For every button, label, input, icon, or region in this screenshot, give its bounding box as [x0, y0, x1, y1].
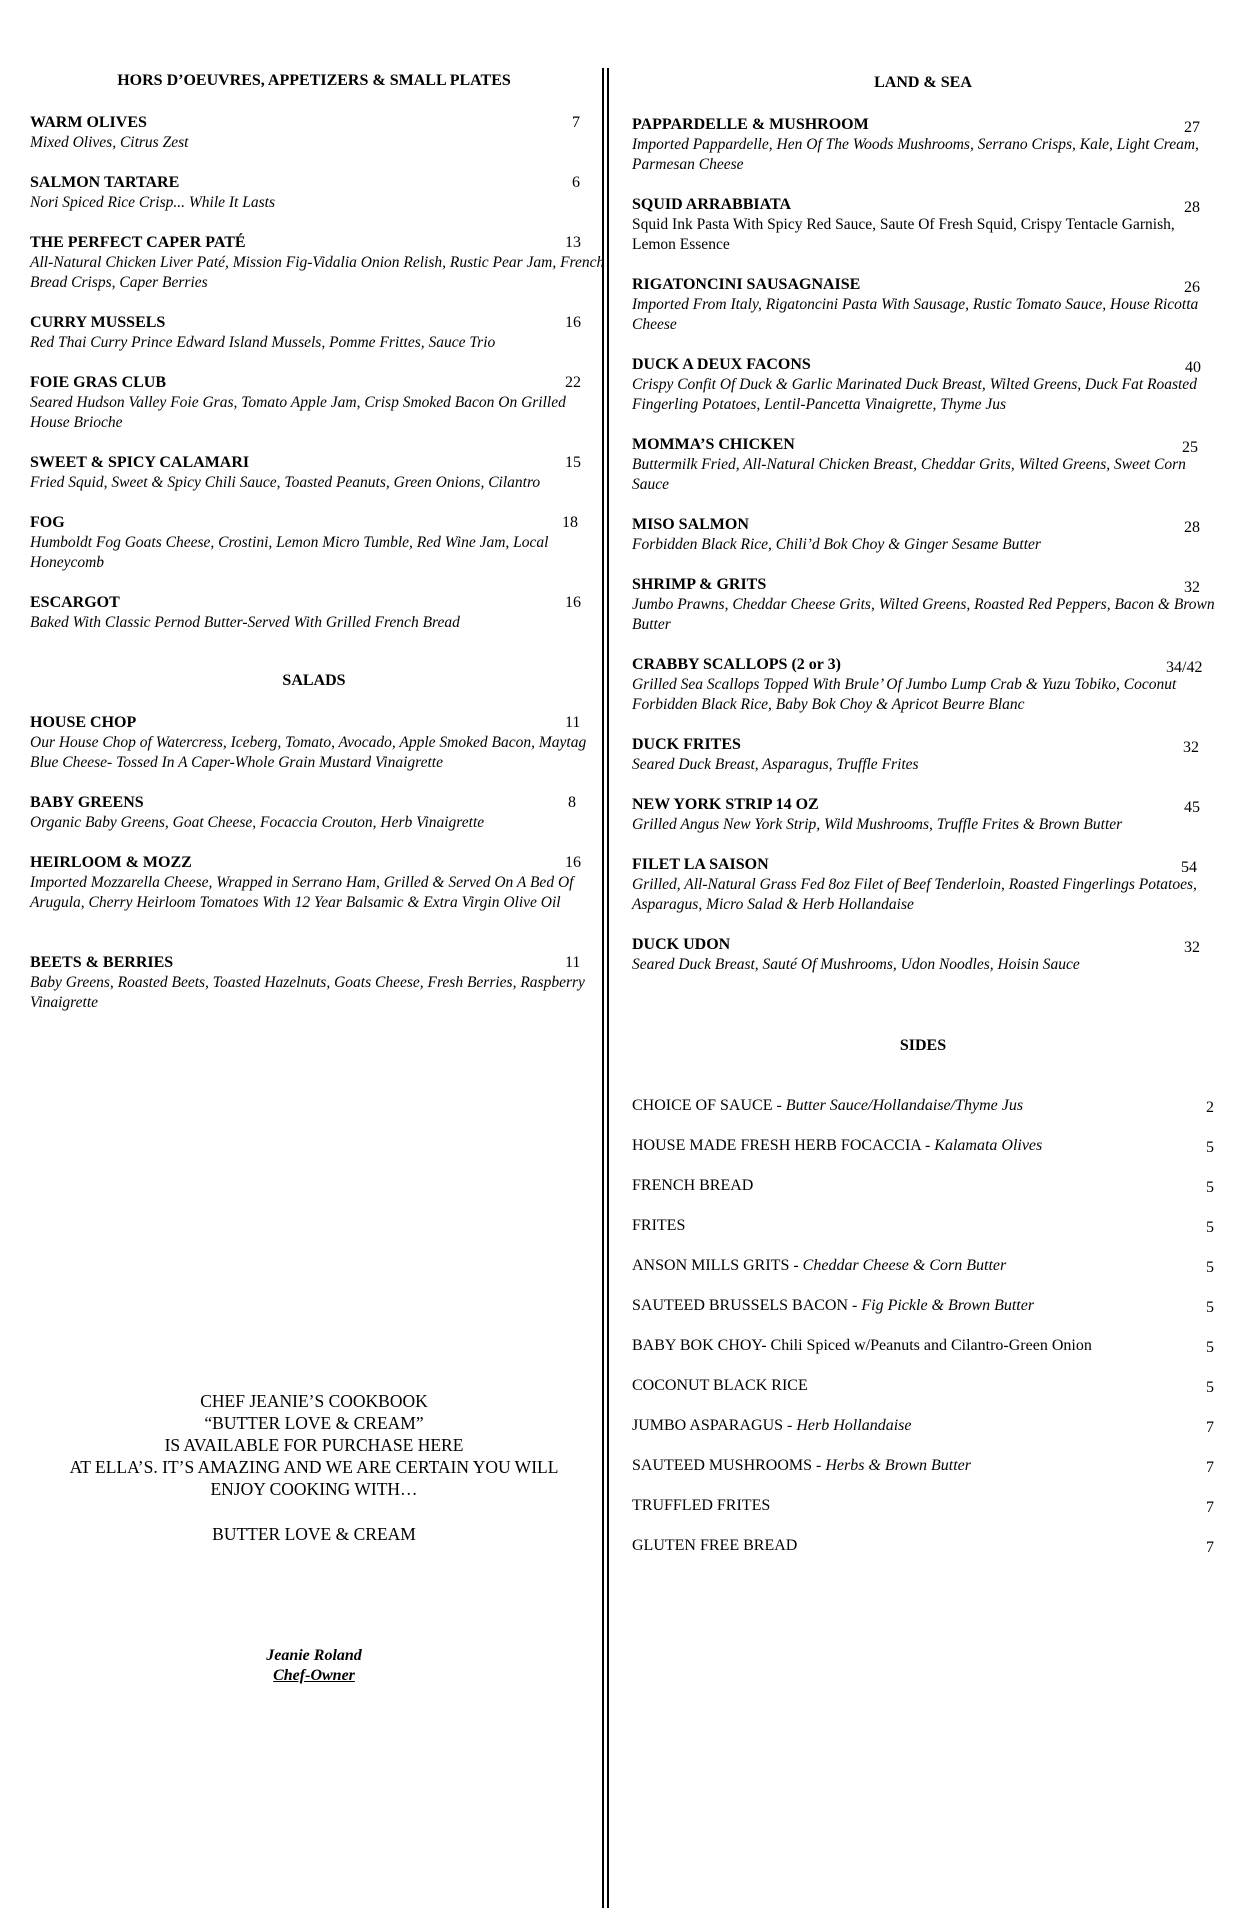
item-price: 16: [565, 594, 581, 611]
side-price: 5: [1206, 1339, 1214, 1356]
item-description: Organic Baby Greens, Goat Cheese, Focaccia Crouton, Herb Vinaigrette: [30, 814, 485, 831]
side-item: [632, 1416, 1214, 1436]
menu-item: [632, 355, 1214, 415]
side-item: [632, 1536, 1214, 1556]
item-name: FOG: [30, 514, 65, 531]
item-price: 18: [562, 514, 578, 531]
side-item: [632, 1296, 1214, 1316]
side-name: SAUTEED MUSHROOMS -: [632, 1457, 826, 1474]
side-price: 7: [1206, 1499, 1214, 1516]
item-name: MISO SALMON: [632, 516, 749, 533]
item-description: Humboldt Fog Goats Cheese, Crostini, Lemon Micro Tumble, Red Wine Jam, Local Honeycomb: [30, 534, 549, 571]
item-description: Buttermilk Fried, All-Natural Chicken Breast, Cheddar Grits, Wilted Greens, Sweet Corn Sauce: [632, 456, 1186, 493]
promo-closing: BUTTER LOVE & CREAM: [212, 1524, 416, 1544]
item-price: 32: [1184, 579, 1200, 596]
menu-item: [632, 575, 1214, 635]
item-price: 26: [1184, 279, 1200, 296]
item-name: RIGATONCINI SAUSAGNAISE: [632, 276, 861, 293]
menu-item: [632, 195, 1214, 255]
item-name: WARM OLIVES: [30, 114, 147, 131]
side-price: 5: [1206, 1259, 1214, 1276]
side-item: [632, 1096, 1214, 1116]
side-name: COCONUT BLACK RICE: [632, 1377, 808, 1394]
menu-item: [30, 853, 598, 913]
item-description: Grilled, All-Natural Grass Fed 8oz Filet of Beef Tenderloin, Roasted Fingerlings Potatoes, Asparagus, Micro Salad & Herb Hollandaise: [632, 876, 1197, 913]
menu-item: [30, 373, 598, 433]
item-name: MOMMA’S CHICKEN: [632, 436, 795, 453]
salads-heading: SALADS: [282, 672, 346, 689]
side-name: BABY BOK CHOY-: [632, 1337, 771, 1354]
divider-line-right: [607, 68, 609, 1908]
item-price: 28: [1184, 519, 1200, 536]
menu-item: [632, 435, 1214, 495]
item-description: Baby Greens, Roasted Beets, Toasted Hazelnuts, Goats Cheese, Fresh Berries, Raspberry Vinaigrette: [30, 974, 585, 1011]
item-description: Fried Squid, Sweet & Spicy Chili Sauce, Toasted Peanuts, Green Onions, Cilantro: [30, 474, 541, 491]
item-name: PAPPARDELLE & MUSHROOM: [632, 116, 869, 133]
item-price: 28: [1184, 199, 1200, 216]
side-name: FRENCH BREAD: [632, 1177, 754, 1194]
item-name: BABY GREENS: [30, 794, 144, 811]
menu-item: [30, 593, 598, 633]
promo-line: “BUTTER LOVE & CREAM”: [204, 1413, 424, 1433]
side-price: 2: [1206, 1099, 1214, 1116]
item-description: Forbidden Black Rice, Chili’d Bok Choy & Ginger Sesame Butter: [632, 536, 1041, 553]
menu-item: [632, 795, 1214, 835]
item-description: Jumbo Prawns, Cheddar Cheese Grits, Wilted Greens, Roasted Red Peppers, Bacon & Brown Butter: [632, 596, 1215, 633]
menu-item: [632, 655, 1214, 715]
side-note: Fig Pickle & Brown Butter: [861, 1297, 1035, 1314]
side-item: [632, 1256, 1214, 1276]
item-name: FOIE GRAS CLUB: [30, 374, 167, 391]
side-name: TRUFFLED FRITES: [632, 1497, 771, 1514]
side-note: Herbs & Brown Butter: [825, 1457, 971, 1474]
item-price: 25: [1182, 439, 1198, 456]
item-description: Squid Ink Pasta With Spicy Red Sauce, Saute Of Fresh Squid, Crispy Tentacle Garnish, Lemon Essence: [632, 216, 1175, 253]
item-description: Imported From Italy, Rigatoncini Pasta With Sausage, Rustic Tomato Sauce, House Ricotta Cheese: [632, 296, 1199, 333]
item-price: 27: [1184, 119, 1200, 136]
item-price: 16: [565, 854, 581, 871]
item-description: Seared Duck Breast, Asparagus, Truffle Frites: [632, 756, 919, 773]
side-note: Chili Spiced w/Peanuts and Cilantro-Green Onion: [770, 1337, 1092, 1354]
side-item: [632, 1336, 1214, 1356]
appetizers-heading: HORS D’OEUVRES, APPETIZERS & SMALL PLATES: [117, 72, 511, 89]
side-name: SAUTEED BRUSSELS BACON -: [632, 1297, 862, 1314]
side-name: ANSON MILLS GRITS -: [632, 1257, 803, 1274]
item-description: All-Natural Chicken Liver Paté, Mission Fig-Vidalia Onion Relish, Rustic Pear Jam, French Bread Crisps, Caper Berries: [30, 254, 605, 291]
side-item: [632, 1456, 1214, 1476]
menu-item: [632, 275, 1214, 335]
item-price: 16: [565, 314, 581, 331]
item-name: BEETS & BERRIES: [30, 954, 174, 971]
chef-name: Jeanie Roland: [266, 1647, 362, 1664]
menu-item: [30, 713, 598, 773]
promo-line: CHEF JEANIE’S COOKBOOK: [200, 1391, 428, 1411]
item-name: ESCARGOT: [30, 594, 120, 611]
menu-item: [30, 453, 598, 493]
item-price: 32: [1183, 739, 1199, 756]
item-name: SWEET & SPICY CALAMARI: [30, 454, 250, 471]
item-name: DUCK UDON: [632, 936, 731, 953]
item-name: NEW YORK STRIP 14 OZ: [632, 796, 819, 813]
menu-item: [30, 313, 598, 353]
item-name: SHRIMP & GRITS: [632, 576, 767, 593]
sides-heading: SIDES: [899, 1037, 947, 1054]
item-name: FILET LA SAISON: [632, 856, 769, 873]
item-description: Imported Mozzarella Cheese, Wrapped in Serrano Ham, Grilled & Served On A Bed Of Arugula, Cherry Heirloom Tomatoes With 12 Year Balsamic & Extra Virgin Olive Oil: [30, 874, 574, 911]
menu-item: [632, 735, 1214, 775]
item-price: 32: [1184, 939, 1200, 956]
item-price: 13: [565, 234, 581, 251]
promo-line: ENJOY COOKING WITH…: [210, 1479, 418, 1499]
item-name: CURRY MUSSELS: [30, 314, 166, 331]
chef-signature: [30, 1646, 598, 1686]
menu-item: [30, 113, 598, 153]
side-item: [632, 1376, 1214, 1396]
menu-item: [632, 115, 1214, 175]
menu-item: [30, 513, 598, 573]
side-price: 5: [1206, 1179, 1214, 1196]
side-item: [632, 1136, 1214, 1156]
side-item: [632, 1216, 1214, 1236]
item-description: Baked With Classic Pernod Butter-Served With Grilled French Bread: [30, 614, 460, 631]
side-name: GLUTEN FREE BREAD: [632, 1537, 798, 1554]
land-sea-heading: LAND & SEA: [874, 74, 972, 91]
item-price: 22: [565, 374, 581, 391]
item-description: Crispy Confit Of Duck & Garlic Marinated Duck Breast, Wilted Greens, Duck Fat Roasted Fingerling Potatoes, Lentil-Pancetta Vinaigrette, Thyme Jus: [632, 376, 1197, 413]
item-name: DUCK A DEUX FACONS: [632, 356, 811, 373]
item-price: 15: [565, 454, 581, 471]
item-name: SQUID ARRABBIATA: [632, 196, 791, 213]
chef-title: Chef-Owner: [273, 1667, 355, 1684]
side-name: FRITES: [632, 1217, 686, 1234]
menu-item: [30, 953, 598, 1013]
side-note: Herb Hollandaise: [796, 1417, 912, 1434]
item-price: 45: [1184, 799, 1200, 816]
menu-item: [632, 935, 1214, 975]
item-price: 40: [1185, 359, 1201, 376]
menu-item: [632, 855, 1214, 915]
promo-line: IS AVAILABLE FOR PURCHASE HERE: [164, 1435, 464, 1455]
side-note: Butter Sauce/Hollandaise/Thyme Jus: [785, 1097, 1024, 1114]
item-price: 8: [568, 794, 576, 811]
item-name: HEIRLOOM & MOZZ: [30, 854, 192, 871]
item-description: Mixed Olives, Citrus Zest: [30, 134, 189, 151]
item-price: 34/42: [1166, 659, 1203, 676]
side-name: CHOICE OF SAUCE -: [632, 1097, 786, 1114]
menu-item: [30, 793, 598, 833]
item-name: HOUSE CHOP: [30, 714, 137, 731]
item-description: Nori Spiced Rice Crisp... While It Lasts: [30, 194, 275, 211]
side-name: JUMBO ASPARAGUS -: [632, 1417, 797, 1434]
item-price: 11: [565, 714, 581, 731]
side-price: 5: [1206, 1139, 1214, 1156]
menu-item: [632, 515, 1214, 555]
item-name: CRABBY SCALLOPS (2 or 3): [632, 656, 841, 673]
side-price: 7: [1206, 1419, 1214, 1436]
side-price: 7: [1206, 1539, 1214, 1556]
item-price: 54: [1181, 859, 1197, 876]
item-name: SALMON TARTARE: [30, 174, 180, 191]
item-description: Seared Hudson Valley Foie Gras, Tomato Apple Jam, Crisp Smoked Bacon On Grilled House Brioche: [30, 394, 566, 431]
side-price: 7: [1206, 1459, 1214, 1476]
item-description: Grilled Sea Scallops Topped With Brule’ Of Jumbo Lump Crab & Yuzu Tobiko, Coconut Forbidden Black Rice, Baby Bok Choy & Apricot Beurre Blanc: [632, 676, 1177, 713]
item-description: Red Thai Curry Prince Edward Island Mussels, Pomme Frittes, Sauce Trio: [30, 334, 496, 351]
menu-item: [30, 173, 598, 213]
side-item: [632, 1496, 1214, 1516]
side-item: [632, 1176, 1214, 1196]
item-description: Seared Duck Breast, Sauté Of Mushrooms, Udon Noodles, Hoisin Sauce: [632, 956, 1080, 973]
item-name: THE PERFECT CAPER PATÉ: [30, 234, 246, 251]
item-price: 11: [565, 954, 581, 971]
item-price: 7: [572, 114, 580, 131]
cookbook-promo: [30, 1390, 598, 1545]
side-price: 5: [1206, 1379, 1214, 1396]
side-note: Kalamata Olives: [934, 1137, 1043, 1154]
side-note: Cheddar Cheese & Corn Butter: [802, 1257, 1007, 1274]
item-name: DUCK FRITES: [632, 736, 741, 753]
side-name: HOUSE MADE FRESH HERB FOCACCIA -: [632, 1137, 935, 1154]
side-price: 5: [1206, 1219, 1214, 1236]
promo-line: AT ELLA’S. IT’S AMAZING AND WE ARE CERTAIN YOU WILL: [69, 1457, 559, 1477]
item-description: Grilled Angus New York Strip, Wild Mushrooms, Truffle Frites & Brown Butter: [632, 816, 1123, 833]
item-description: Imported Pappardelle, Hen Of The Woods Mushrooms, Serrano Crisps, Kale, Light Cream, Parmesan Cheese: [632, 136, 1199, 173]
item-price: 6: [572, 174, 580, 191]
menu-item: [30, 233, 605, 293]
side-price: 5: [1206, 1299, 1214, 1316]
item-description: Our House Chop of Watercress, Iceberg, Tomato, Avocado, Apple Smoked Bacon, Maytag Blue Cheese- Tossed In A Caper-Whole Grain Mustard Vinaigrette: [30, 734, 587, 771]
